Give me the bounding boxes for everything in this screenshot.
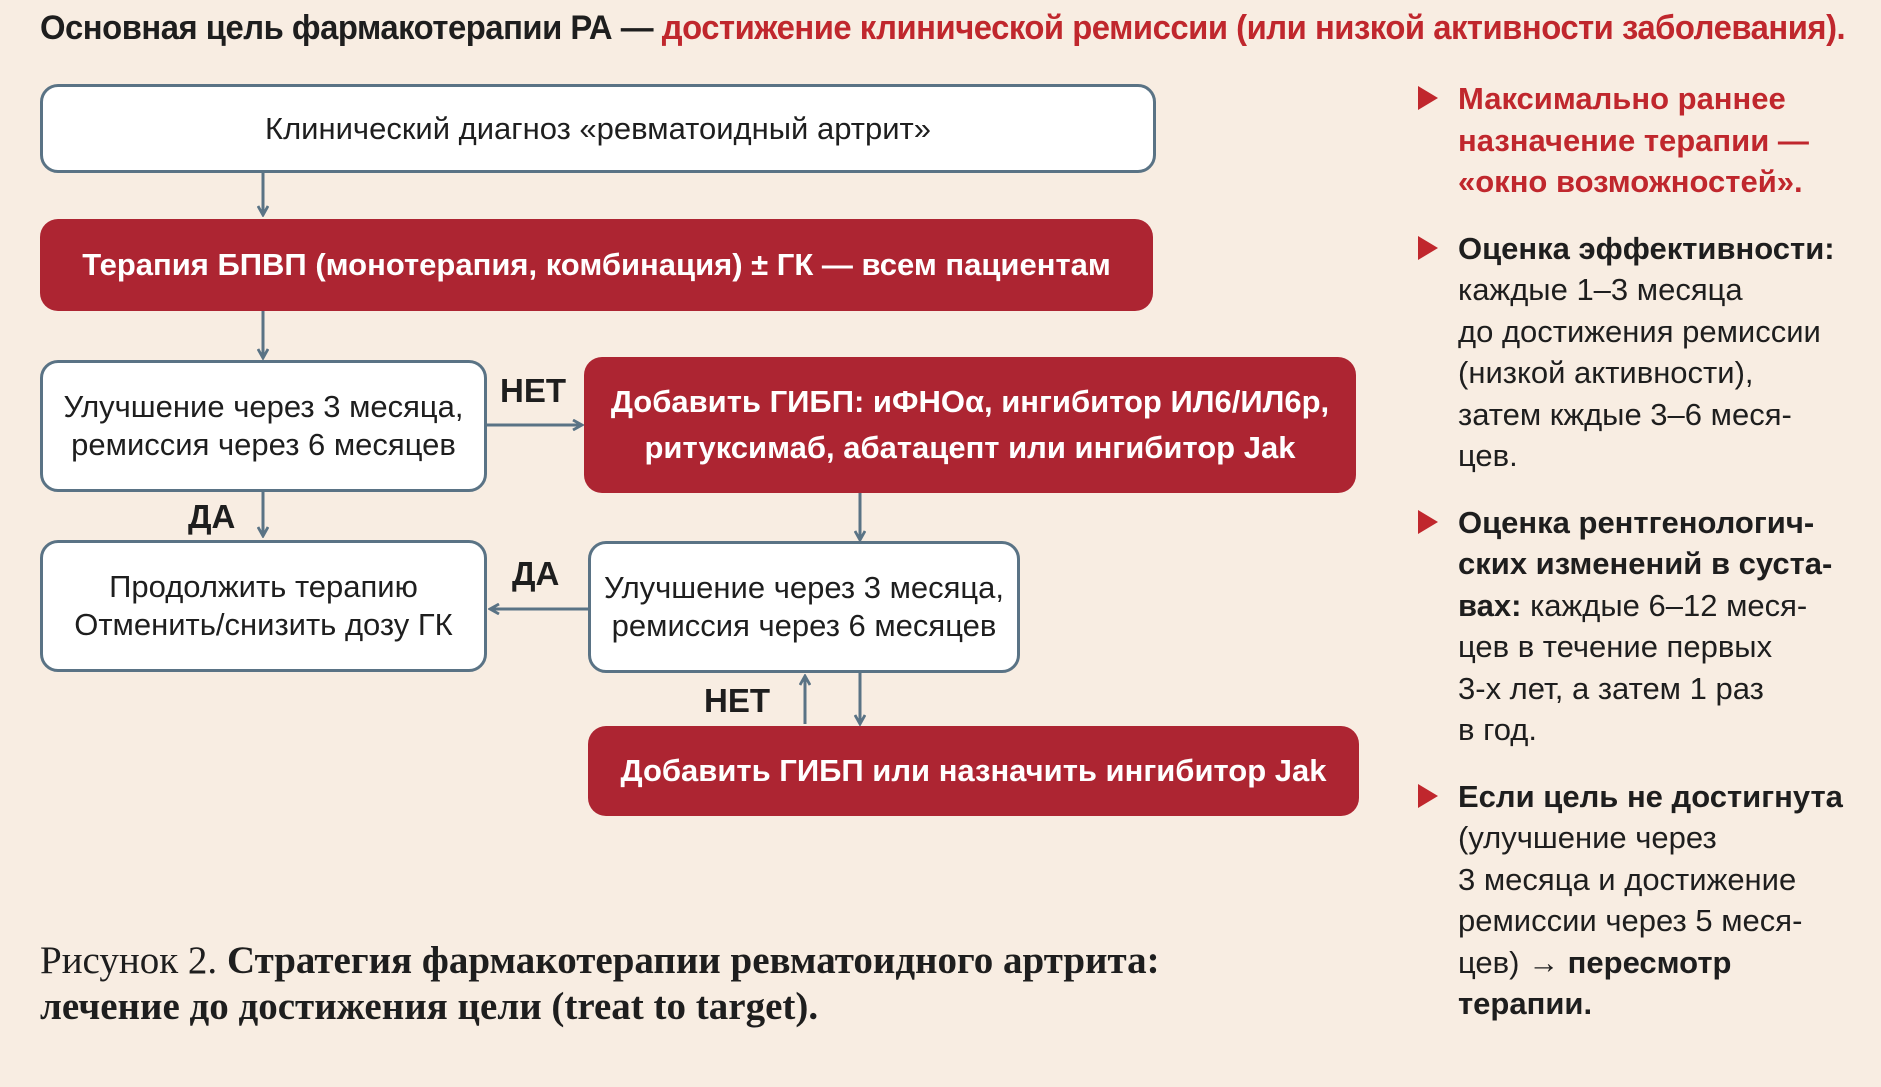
switch-text: Добавить ГИБП или назначить ингибитор Jak: [620, 753, 1327, 788]
b3-rest: каждые 6–12 меся-: [1521, 587, 1808, 623]
bullet-triangle-icon: [1418, 236, 1438, 260]
b2-line3: (низкой активности),: [1458, 355, 1754, 390]
caption-title-line1: Стратегия фармакотерапии ревматоидного артрита:: [226, 939, 1160, 982]
heading-prefix: Основная цель фармакотерапии РА —: [40, 9, 662, 47]
therapy-box: [40, 219, 1153, 311]
bullet-triangle-icon: [1418, 86, 1438, 110]
diagnosis-text: Клинический диагноз «ревматоидный артрит»: [265, 110, 931, 146]
bullet-early-therapy: [1418, 78, 1878, 203]
label-yes-1: ДА: [188, 498, 236, 535]
continue-therapy-box: [40, 540, 487, 672]
bullet-triangle-icon: [1418, 510, 1438, 534]
therapy-text: Терапия БПВП (монотерапия, комбинация) ± ГК — всем пациентам: [82, 247, 1111, 282]
improvement-check-box-1: [40, 360, 487, 492]
bullet-xray-assessment: [1418, 502, 1878, 751]
check2-line1: Улучшение через 3 месяца,: [603, 570, 1005, 605]
b4-last-plain: цев): [1458, 944, 1529, 980]
b3-bold-line1: Оценка рентгенологич-: [1458, 504, 1815, 540]
label-no-2: НЕТ: [704, 682, 770, 719]
b2-bold: Оценка эффективности:: [1458, 230, 1835, 266]
sidebar-notes: [1418, 78, 1878, 1050]
b2-line1: каждые 1–3 месяца: [1458, 272, 1743, 307]
b4-line3: ремиссии через 5 меся-: [1458, 903, 1803, 938]
figure-caption: [40, 938, 1360, 1030]
b4-bold: Если цель не достигнута: [1458, 778, 1843, 814]
b3-line2: 3-х лет, а затем 1 раз: [1458, 670, 1764, 706]
diagnosis-box: [40, 84, 1156, 173]
label-yes-2: ДА: [512, 555, 560, 592]
bullet-target-not-reached: [1418, 776, 1878, 1025]
b4-line2: 3 месяца и достижение: [1458, 861, 1797, 897]
improvement-check-box-2: [588, 541, 1020, 673]
b3-line1: цев в течение первых: [1458, 629, 1773, 664]
check1-line1: Улучшение через 3 месяца,: [63, 389, 464, 424]
b2-line4: затем кждые 3–6 меся-: [1458, 396, 1792, 432]
b4-last-bold: → пересмотр: [1528, 944, 1732, 980]
bullet-triangle-icon: [1418, 784, 1438, 808]
add-bio-line1: Добавить ГИБП: иФНОα, ингибитор ИЛ6/ИЛ6р,: [610, 384, 1330, 419]
caption-prefix: Рисунок 2.: [40, 939, 227, 982]
b3-bold-line2: ских изменений в суста-: [1458, 546, 1833, 581]
b1-line1: Максимально раннее: [1458, 81, 1786, 116]
bullet-efficacy-assessment: [1418, 228, 1878, 477]
continue-line2: Отменить/снизить дозу ГК: [74, 607, 453, 642]
b1-line3: «окно возможностей».: [1458, 164, 1803, 199]
b4-line1: (улучшение через: [1458, 820, 1717, 855]
switch-therapy-box: [588, 726, 1359, 816]
b2-line2: до достижения ремиссии: [1458, 313, 1821, 349]
add-biologic-box: [584, 357, 1356, 493]
heading-highlight: достижение клинической ремиссии (или низкой активности заболевания).: [661, 9, 1846, 47]
add-bio-line2: ритуксимаб, абатацепт или ингибитор Jak: [644, 430, 1296, 465]
b3-bold-end: вах:: [1458, 587, 1522, 623]
continue-line1: Продолжить терапию: [109, 569, 418, 604]
b4-end-bold: терапии.: [1458, 986, 1593, 1021]
label-no-1: НЕТ: [500, 372, 566, 409]
b2-line5: цев.: [1458, 438, 1518, 473]
check2-line2: ремиссия через 6 месяцев: [611, 608, 997, 643]
check1-line2: ремиссия через 6 месяцев: [71, 427, 456, 462]
b1-line2: назначение терапии —: [1458, 122, 1809, 158]
b3-line3: в год.: [1458, 712, 1537, 747]
caption-title-line2: лечение до достижения цели (treat to target).: [40, 985, 819, 1028]
